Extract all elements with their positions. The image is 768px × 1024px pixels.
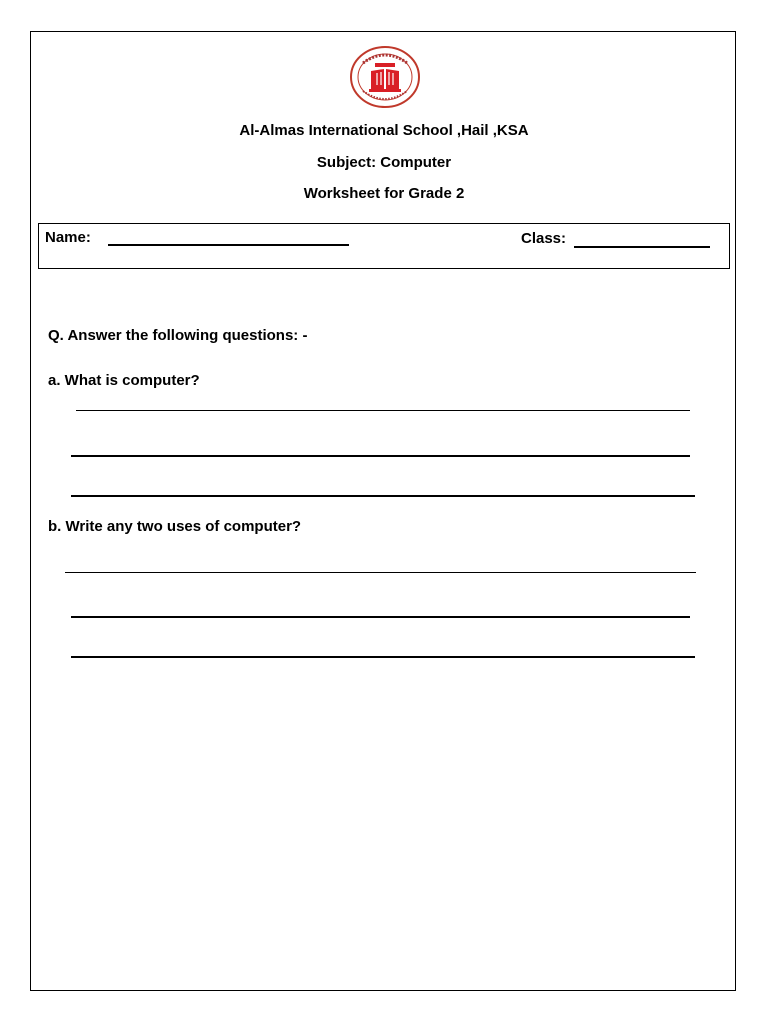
question-a: a. What is computer? — [48, 372, 200, 389]
answer-line-a2[interactable] — [71, 455, 690, 457]
question-b: b. Write any two uses of computer? — [48, 518, 302, 535]
answer-line-a1[interactable] — [76, 410, 690, 411]
class-label: Class: — [521, 230, 567, 247]
school-name: Al-Almas International School ,Hail ,KSA — [239, 122, 529, 139]
page-border — [30, 31, 736, 991]
instruction-text: Q. Answer the following questions: - — [48, 327, 308, 344]
answer-line-b1[interactable] — [65, 572, 696, 573]
worksheet-title: Worksheet for Grade 2 — [303, 185, 465, 202]
answer-line-b2[interactable] — [71, 616, 690, 618]
student-info-box — [38, 223, 730, 269]
answer-line-b3[interactable] — [71, 656, 695, 658]
name-label: Name: — [45, 229, 91, 246]
class-field[interactable] — [574, 246, 710, 248]
answer-line-a3[interactable] — [71, 495, 695, 497]
school-crest-icon — [349, 45, 421, 109]
name-field[interactable] — [108, 244, 349, 246]
subject-title: Subject: Computer — [316, 154, 452, 171]
